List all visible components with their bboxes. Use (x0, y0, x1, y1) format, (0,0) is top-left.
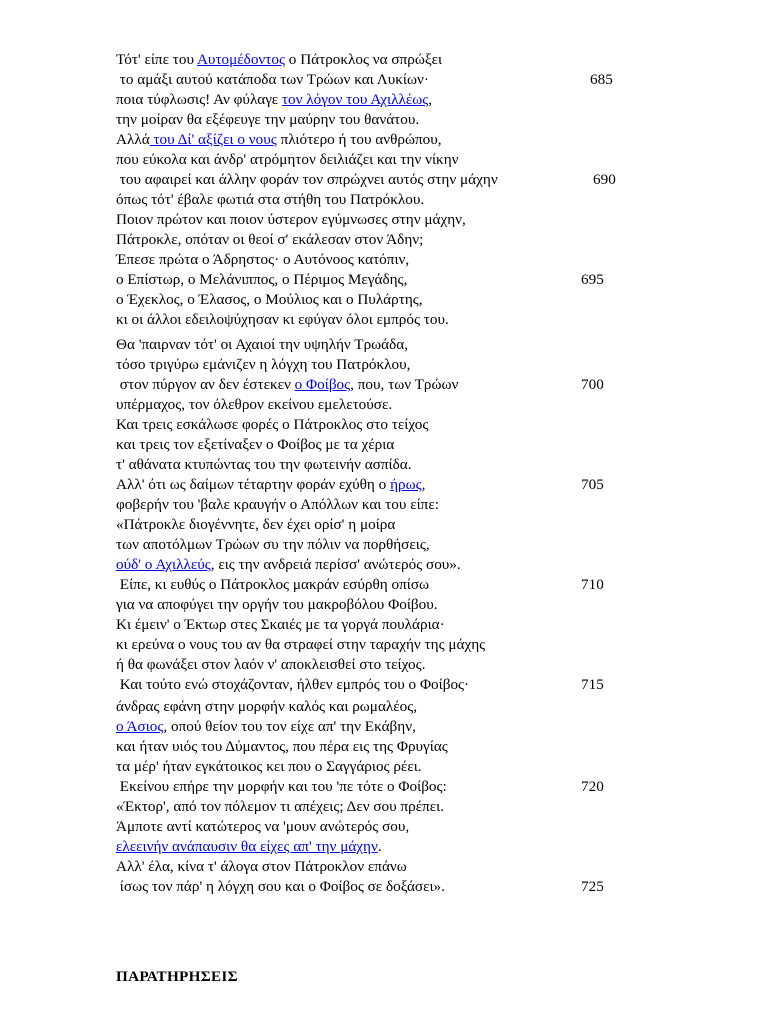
verse-text: που εύκολα και άνδρ' ατρόμητον δειλιάζει και την νίκην (116, 151, 459, 168)
verse-text: «Έκτορ', από τον πόλεμον τι απέχεις; Δεν σου πρέπει. (116, 798, 445, 815)
verse-line (116, 717, 636, 737)
verse-text: . (377, 838, 382, 855)
verse-text: ίσως τον πάρ' η λόγχη σου και ο Φοίβος σε δοξάσει». (116, 878, 445, 895)
line-number: 685 (590, 71, 613, 88)
verse-link[interactable]: ελεεινήν ανάπαυσιν θα είχες απ' την μάχην (116, 838, 378, 855)
verse-link[interactable]: ήρως (390, 476, 422, 493)
verse-line (116, 575, 636, 595)
verse-text: άνδρας εφάνη στην μορφήν καλός και ρωμαλέος, (116, 698, 418, 715)
verse-text: την μοίραν θα εξέφευγε την μαύρην του θανάτου. (116, 111, 420, 128)
verse-line (116, 595, 636, 615)
line-number: 705 (581, 476, 604, 493)
verse-text: τα μέρ' ήταν εγκάτοικος κει που ο Σαγγάριος ρέει. (116, 758, 422, 775)
verse-line (116, 515, 636, 535)
verse-text: κι ερεύνα ο νους του αν θα στραφεί στην ταραχήν της μάχης (116, 636, 486, 653)
verse-text: Τότ' είπε του (116, 51, 197, 68)
verse-line (116, 837, 636, 857)
line-number: 710 (581, 576, 604, 593)
verse-text: Ποιον πρώτον και ποιον ύστερον εγύμνωσες στην μάχην, (116, 211, 466, 228)
verse-text: ο Πάτροκλος να σπρώξει (285, 51, 443, 68)
verse-line (116, 535, 636, 555)
verse-text: Αλλ' έλα, κίνα τ' άλογα στον Πάτροκλον επάνω (116, 858, 407, 875)
verse-text: Και τούτο ενώ στοχάζονταν, ήλθεν εμπρός του ο Φοίβος· (116, 676, 470, 693)
verse-text: «Πάτροκλε διογέννητε, δεν έχει ορίσ' η μοίρα (116, 516, 396, 533)
verse-line (116, 737, 636, 757)
verse-line (116, 210, 636, 230)
verse-line (116, 635, 636, 655)
verse-line (116, 335, 636, 355)
verse-line (116, 190, 636, 210)
verse-text: ο Έχεκλος, ο Έλασος, ο Μούλιος και ο Πυλάρτης, (116, 291, 423, 308)
verse-text: πλιότερο ή του ανθρώπου, (276, 131, 442, 148)
verse-line (116, 50, 636, 70)
verse-text: Και τρεις εσκάλωσε φορές ο Πάτροκλος στο τείχος (116, 416, 429, 433)
verse-text: ο Επίστωρ, ο Μελάνιππος, ο Πέριμος Μεγάδης, (116, 271, 408, 288)
verse-line (116, 70, 636, 90)
verse-text: ποια τύφλωσις! Αν φύλαγε (116, 91, 282, 108)
verse-text: για να αποφύγει την οργήν του μακροβόλου Φοίβου. (116, 596, 438, 613)
verse-line (116, 757, 636, 777)
verse-text: και τρεις τον εξετίναξεν ο Φοίβος με τα χέρια (116, 436, 395, 453)
verse-line (116, 355, 636, 375)
verse-text: των αποτόλμων Τρώων συ την πόλιν να πορθήσεις, (116, 536, 430, 553)
verse-text: τόσο τριγύρω εμάνιζεν η λόγχη του Πατρόκλου, (116, 356, 411, 373)
verse-line (116, 857, 636, 877)
verse-link[interactable]: Αυτομέδοντος (196, 51, 285, 68)
verse-line (116, 495, 636, 515)
verse-text: , (421, 476, 426, 493)
verse-line (116, 230, 636, 250)
verse-text: το αμάξι αυτού κατάποδα των Τρώων και Λυκίων· (116, 71, 429, 88)
verse-line (116, 150, 636, 170)
verse-text: Άμποτε αντί κατώτερος να 'μουν ανώτερός σου, (116, 818, 410, 835)
verse-text: φοβερήν του 'βαλε κραυγήν ο Απόλλων και του είπε: (116, 496, 439, 513)
verse-text: και ήταν υιός του Δύμαντος, που πέρα εις της Φρυγίας (116, 738, 448, 755)
line-number: 725 (581, 878, 604, 895)
verse-line (116, 310, 636, 330)
verse-link[interactable]: ούδ' ο Αχιλλεύς (116, 556, 211, 573)
verse-line (116, 130, 636, 150)
verse-link[interactable]: ο Φοίβος (294, 376, 351, 393)
verse-link[interactable]: ο Άσιος (116, 718, 164, 735)
verse-text: κι οι άλλοι εδειλοψύχησαν κι εφύγαν όλοι εμπρός του. (116, 311, 449, 328)
verse-line (116, 455, 636, 475)
verse-text: του αφαιρεί και άλλην φοράν τον σπρώχνει αυτός στην μάχην (116, 171, 498, 188)
verse-line (116, 777, 636, 797)
verse-line (116, 290, 636, 310)
verse-line (116, 797, 636, 817)
notes-heading: ΠΑΡΑΤΗΡΗΣΕΙΣ (116, 968, 238, 985)
verse-text: Πάτροκλε, οπόταν οι θεοί σ' εκάλεσαν στον Άδην; (116, 231, 424, 248)
verse-text: ή θα φωνάξει στον λαόν ν' αποκλεισθεί στο τείχος. (116, 656, 426, 673)
verse-text: Κι έμειν' ο Έκτωρ στες Σκαιές με τα γοργά πουλάρια· (116, 616, 445, 633)
verse-line (116, 250, 636, 270)
verse-text: στον πύργον αν δεν έστεκεν (116, 376, 295, 393)
verse-line (116, 877, 636, 897)
verse-text: Αλλά (116, 131, 150, 148)
verse-line (116, 475, 636, 495)
line-number: 715 (581, 676, 604, 693)
verse-line (116, 675, 636, 695)
verse-line (116, 110, 636, 130)
verse-line (116, 395, 636, 415)
verse-text: τ' αθάνατα κτυπώντας του την φωτεινήν ασπίδα. (116, 456, 412, 473)
verse-line (116, 697, 636, 717)
verse-text: υπέρμαχος, τον όλεθρον εκείνου εμελετούσε. (116, 396, 393, 413)
verse-line (116, 435, 636, 455)
verse-line (116, 555, 636, 575)
verse-text: Έπεσε πρώτα ο Άδρηστος· ο Αυτόνοος κατόπιν, (116, 251, 410, 268)
verse-text: Αλλ' ότι ως δαίμων τέταρτην φοράν εχύθη ο (116, 476, 391, 493)
verse-text: , οπού θείον του τον είχε απ' την Εκάβην, (163, 718, 416, 735)
verse-text: , που, των Τρώων (350, 376, 459, 393)
verse-text: Εκείνου επήρε την μορφήν και του 'πε τότε ο Φοίβος: (116, 778, 447, 795)
verse-text: Θα 'παιρναν τότ' οι Αχαιοί την υψηλήν Τρωάδα, (116, 336, 409, 353)
verse-link[interactable]: του Δί' αξίζει ο νους (149, 131, 277, 148)
line-number: 720 (581, 778, 604, 795)
verse-text: όπως τότ' έβαλε φωτιά στα στήθη του Πατρόκλου. (116, 191, 425, 208)
verse-line (116, 615, 636, 635)
verse-text: , εις την ανδρειά περίσσ' ανώτερός σου». (210, 556, 461, 573)
verse-line (116, 375, 636, 395)
verse-link[interactable]: τον λόγον του Αχιλλέως (281, 91, 429, 108)
verse-text: , (428, 91, 433, 108)
line-number: 690 (593, 171, 616, 188)
verse-line (116, 817, 636, 837)
verse-line (116, 90, 636, 110)
line-number: 700 (581, 376, 604, 393)
verse-text: Είπε, κι ευθύς ο Πάτροκλος μακράν εσύρθη οπίσω (116, 576, 430, 593)
line-number: 695 (581, 271, 604, 288)
verse-line (116, 655, 636, 675)
verse-line (116, 170, 636, 190)
verse-line (116, 270, 636, 290)
verse-line (116, 415, 636, 435)
